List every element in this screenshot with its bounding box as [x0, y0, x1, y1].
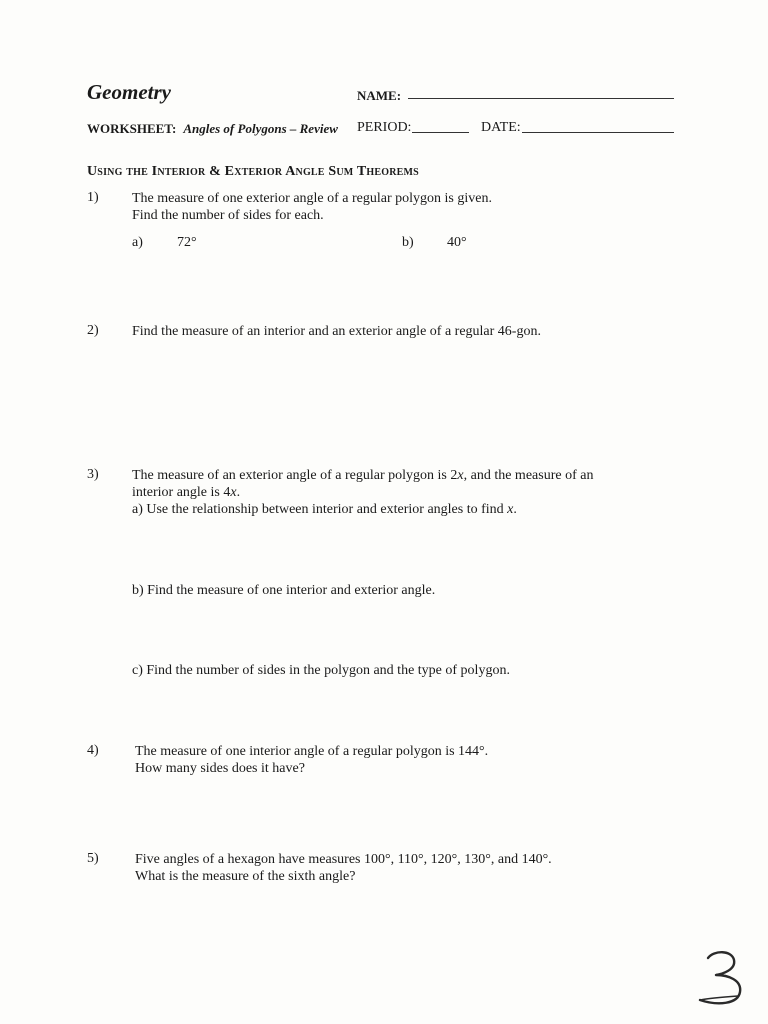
question-1-line-2: Find the number of sides for each. [132, 208, 324, 223]
question-1a-value: 72° [177, 235, 197, 250]
question-5-number: 5) [87, 851, 99, 866]
question-1a-label: a) [132, 235, 143, 250]
name-field[interactable] [408, 98, 674, 99]
question-5-line-1: Five angles of a hexagon have measures 100°, 110°, 120°, 130°, and 140°. [135, 852, 552, 867]
worksheet-subtitle: Angles of Polygons – Review [183, 121, 338, 136]
handwritten-page-number [694, 948, 750, 1013]
question-1-line-1: The measure of one exterior angle of a regular polygon is given. [132, 191, 492, 206]
question-1-number: 1) [87, 190, 99, 205]
question-2-text: Find the measure of an interior and an exterior angle of a regular 46-gon. [132, 324, 541, 339]
question-3b: b) Find the measure of one interior and exterior angle. [132, 583, 436, 598]
question-3-line-1: The measure of an exterior angle of a regular polygon is 2x, and the measure of an [132, 468, 594, 483]
date-field[interactable] [522, 132, 674, 133]
period-label: PERIOD: [357, 120, 412, 135]
section-title: Using the Interior & Exterior Angle Sum Theorems [87, 164, 419, 179]
question-3c: c) Find the number of sides in the polygon and the type of polygon. [132, 663, 510, 678]
question-5-line-2: What is the measure of the sixth angle? [135, 869, 356, 884]
date-label: DATE: [481, 120, 521, 135]
question-4-line-1: The measure of one interior angle of a regular polygon is 144°. [135, 744, 489, 759]
name-label: NAME: [357, 88, 402, 103]
question-4-line-2: How many sides does it have? [135, 761, 305, 776]
question-1b-label: b) [402, 235, 414, 250]
worksheet-label: WORKSHEET: [87, 121, 177, 136]
worksheet-heading [87, 120, 338, 138]
period-field[interactable] [412, 132, 469, 133]
question-4-number: 4) [87, 743, 99, 758]
question-3a: a) Use the relationship between interior and exterior angles to find x. [132, 502, 517, 517]
question-3-line-2: interior angle is 4x. [132, 485, 241, 500]
page-title: Geometry [87, 80, 171, 104]
question-2-number: 2) [87, 323, 99, 338]
question-3-number: 3) [87, 467, 99, 482]
question-1b-value: 40° [447, 235, 467, 250]
